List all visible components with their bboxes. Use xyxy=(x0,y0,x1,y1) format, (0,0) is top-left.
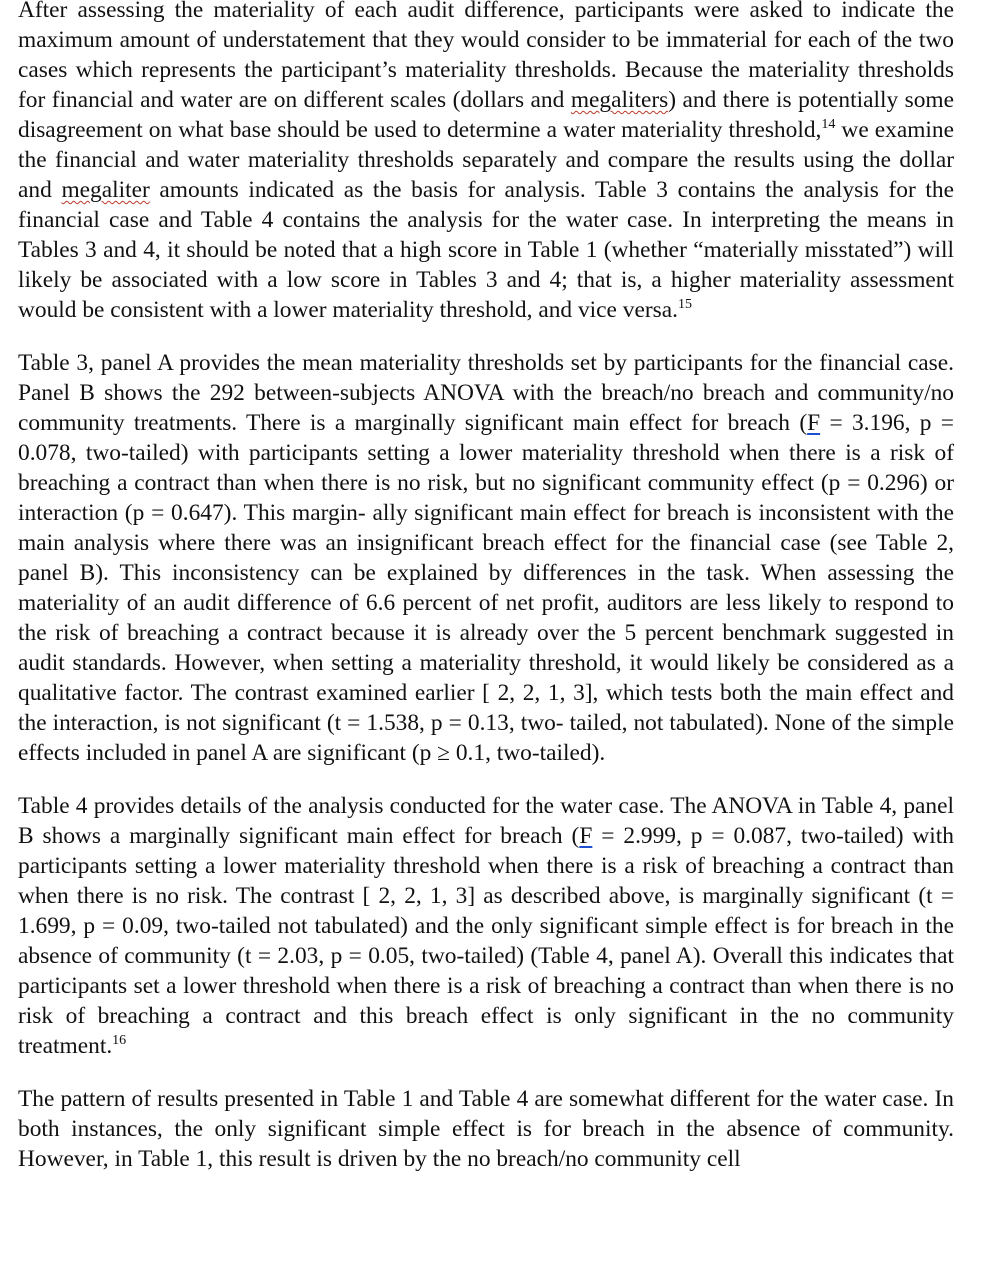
stat-symbol: F xyxy=(807,410,821,436)
text-run: = 3.196, p = 0.078, two-tailed) with participants setting a lower materiality threshold when there is a risk of breaching a contract than when there is no risk, but no significant community effect (p = 0.296) or interaction (p = 0.647). This margin- ally significant main effect for breach is inconsistent with the main analysis where there was an insignificant breach effect for the financial case (see Table 2, panel B). This inconsistency can be explained by differences in the task. When assessing the materiality of an audit difference of 6.6 percent of net profit, auditors are less likely to respond to the risk of breaching a contract because it is already over the 5 percent benchmark suggested in audit standards. However, when setting a materiality threshold, it would likely be considered as a qualitative factor. The contrast examined earlier [ 2, 2, 1, 3], which tests both the main effect and the interaction, is not significant (t = 1.538, p = 0.13, two- tailed, not tabulated). None of the simple effects included in panel A are significant (p ≥ 0.1, two-tailed). xyxy=(18,410,955,766)
text-run: Table 3, panel A provides the mean materiality thresholds set by participants for the financial case. Panel B shows the 292 between-subjects ANOVA with the breach/no breach and community/no community treatments. There is a marginally significant main effect for breach ( xyxy=(18,350,954,436)
paragraph-table3-financial xyxy=(18,348,954,768)
text-run: After assessing the materiality of each audit difference, participants were asked to indicate the maximum amount of understatement that they would consider to be immaterial for each of the two cases which represents the participant’s materiality thresholds. Because the materiality thresholds for financial and water are on different scales (dollars and xyxy=(18,0,954,113)
text-run: The pattern of results presented in Table 1 and Table 4 are somewhat different for the water case. In both instances, the only significant simple effect is for breach in the absence of community. However, in Table 1, this result is driven by the no breach/no community cell xyxy=(18,1086,954,1172)
document-page xyxy=(18,0,954,1174)
footnote-ref: 16 xyxy=(112,1033,127,1048)
paragraph-materiality-thresholds xyxy=(18,0,954,325)
text-run: = 2.999, p = 0.087, two-tailed) with participants setting a lower materiality threshold when there is a risk of breaching a contract than when there is no risk. The contrast [ 2, 2, 1, 3] as described above, is marginally significant (t = 1.699, p = 0.09, two-tailed not tabulated) and the only significant simple effect is for breach in the absence of community (t = 2.03, p = 0.05, two-tailed) (Table 4, panel A). Overall this indicates that participants set a lower threshold when there is a risk of breaching a contract than when there is no risk of breaching a contract and this breach effect is only significant in the no community treatment. xyxy=(18,823,954,1059)
footnote-ref: 15 xyxy=(677,297,692,312)
spellcheck-word: megaliters xyxy=(570,87,669,113)
text-run: we examine the financial and water materiality thresholds separately and compare the results using the dollar and xyxy=(18,117,954,203)
stat-symbol: F xyxy=(579,823,593,849)
text-run: ) and there is potentially some disagreement on what base should be used to determine a water materiality threshold, xyxy=(18,87,955,143)
footnote-ref: 14 xyxy=(821,117,836,132)
paragraph-table4-water xyxy=(18,791,954,1061)
text-run: Table 4 provides details of the analysis conducted for the water case. The ANOVA in Table 4, panel B shows a marginally significant main effect for breach ( xyxy=(18,793,954,849)
paragraph-pattern-of-results xyxy=(18,1084,954,1174)
spellcheck-word: megaliter xyxy=(61,177,150,203)
text-run: amounts indicated as the basis for analysis. Table 3 contains the analysis for the financial case and Table 4 contains the analysis for the water case. In interpreting the means in Tables 3 and 4, it should be noted that a high score in Table 1 (whether “materially misstated”) will likely be associated with a low score in Tables 3 and 4; that is, a higher materiality assessment would be consistent with a lower materiality threshold, and vice versa. xyxy=(18,177,954,323)
